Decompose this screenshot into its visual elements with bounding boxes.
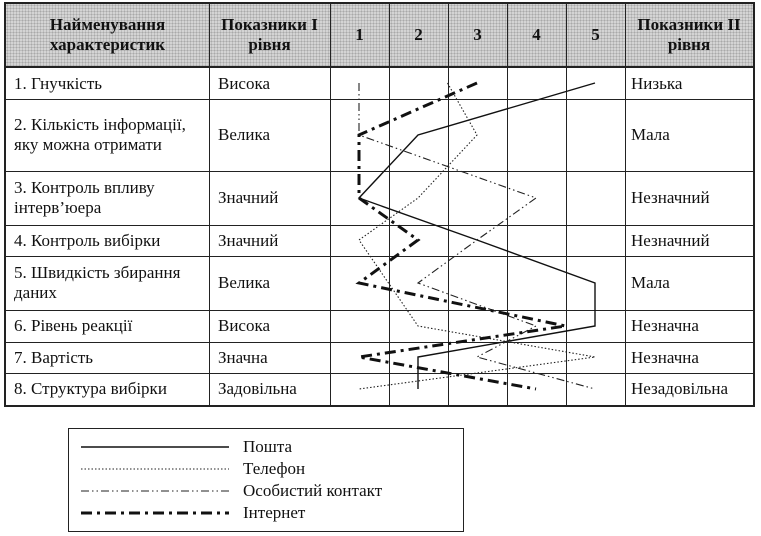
row-level1: Задовільна [218,379,297,398]
legend-item-phone [69,458,463,480]
series-line-2 [359,83,595,389]
row-level1: Значний [218,230,279,250]
scale-1: 1 [355,25,364,44]
legend-label: Інтернет [243,503,306,522]
legend-swatch-dotted-icon [81,462,229,476]
row-level1: Значна [218,347,268,367]
series-line-3 [359,83,595,389]
legend-swatch-dashdotdot-icon [81,484,229,498]
row-level2: Мала [631,273,670,292]
legend-label: Особистий контакт [243,481,383,500]
scale-4: 4 [532,25,541,44]
row-level1: Велика [218,125,271,144]
row-level2: Мала [631,125,670,144]
header-level2: Показники ІІ рівня [637,15,741,54]
legend-label: Телефон [243,459,306,478]
header-level1: Показники І рівня [221,15,318,54]
row-name: 5. Швидкість збирання даних [14,263,181,302]
legend [68,428,464,532]
row-level1: Велика [218,273,271,292]
legend-label: Пошта [243,437,293,456]
row-level2: Незначний [631,188,710,207]
legend-item-internet [69,502,463,524]
row-level2: Незначна [631,347,699,367]
profile-chart [6,4,753,405]
row-name: 4. Контроль вибірки [14,230,161,250]
row-name: 3. Контроль впливу інтерв’юера [14,178,155,217]
scale-5: 5 [591,25,600,44]
row-name: 7. Вартість [14,347,94,367]
legend-swatch-solid-icon [81,440,229,454]
header-name: Найменування характеристик [49,15,166,54]
series-line-4 [359,83,566,389]
legend-item-personal [69,480,463,502]
row-name: 1. Гнучкість [14,73,103,93]
row-name: 8. Структура вибірки [14,379,167,398]
comparison-table [4,2,755,407]
legend-item-post [69,436,463,458]
row-name: 2. Кількість інформації, яку можна отримати [14,115,186,154]
row-level1: Висока [218,316,271,335]
series-line-1 [359,83,595,389]
row-level2: Незначна [631,316,699,335]
row-level1: Значний [218,188,279,207]
scale-3: 3 [473,25,482,44]
row-level2: Низька [631,73,683,93]
row-level2: Незадовільна [631,379,729,398]
row-name: 6. Рівень реакції [14,316,133,335]
row-level1: Висока [218,73,271,93]
legend-swatch-bold-dashdot-icon [81,506,229,520]
scale-2: 2 [414,25,423,44]
row-level2: Незначний [631,230,710,250]
